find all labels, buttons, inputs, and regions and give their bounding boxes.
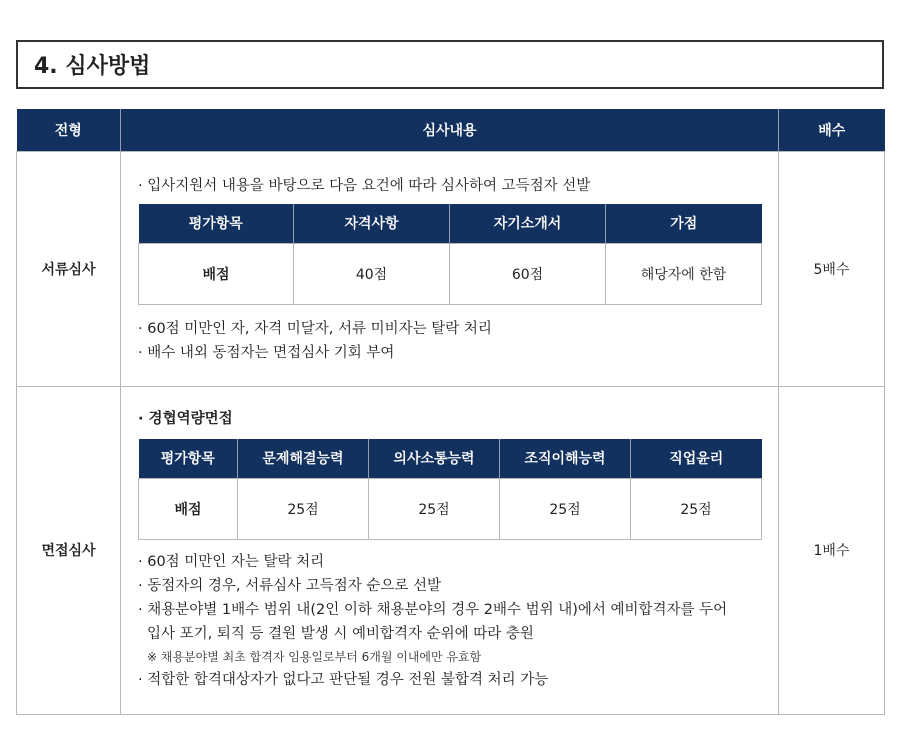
score-header: 자기소개서 [450,204,606,244]
score-value: 60점 [450,244,606,305]
score-header: 가점 [606,204,762,244]
score-table [138,439,762,541]
header-content: 심사내용 [121,109,779,151]
table-row [17,386,885,714]
multiplier: 5배수 [779,151,885,386]
score-header-row [139,439,762,479]
section-title: 4. 심사방법 [16,40,884,89]
note-text: · 채용분야별 1배수 범위 내(2인 이하 채용분야의 경우 2배수 범위 내)에서 예비합격자를 두어 [138,602,728,618]
score-header: 의사소통능력 [369,439,500,479]
footnote-text: ※ 채용분야별 최초 합격자 임용일로부터 6개월 이내에만 유효함 [147,650,482,664]
table-row [17,151,885,386]
screening-content [121,151,779,386]
score-value: 25점 [238,479,369,540]
header-type: 전형 [17,109,121,151]
score-label: 배점 [139,479,238,540]
note-text: · 적합한 합격대상자가 없다고 판단될 경우 전원 불합격 처리 가능 [138,672,549,688]
intro-text: · 입사지원서 내용을 바탕으로 다음 요건에 따라 심사하여 고득점자 선발 [138,177,591,194]
screening-type: 면접심사 [17,386,121,714]
screening-method-table [16,109,885,715]
note-text: · 60점 미만인 자, 자격 미달자, 서류 미비자는 탈락 처리 [138,321,492,337]
score-row [139,479,762,540]
score-value: 25점 [631,479,762,540]
note-text: 입사 포기, 퇴직 등 결원 발생 시 예비합격자 순위에 따라 충원 [147,626,534,642]
score-value: 해당자에 한함 [606,244,762,305]
table-header-row [17,109,885,151]
note-text: · 동점자의 경우, 서류심사 고득점자 순으로 선발 [138,578,442,594]
note-text: · 60점 미만인 자는 탈락 처리 [138,554,325,570]
score-row [139,244,762,305]
score-value: 25점 [369,479,500,540]
note-text: · 배수 내외 동점자는 면접심사 기회 부여 [138,345,395,361]
header-multiplier: 배수 [779,109,885,151]
score-header: 직업윤리 [631,439,762,479]
screening-type: 서류심사 [17,151,121,386]
score-header: 조직이해능력 [500,439,631,479]
score-header: 자격사항 [294,204,450,244]
score-value: 40점 [294,244,450,305]
screening-content [121,386,779,714]
score-header: 평가항목 [139,204,294,244]
score-header-row [139,204,762,244]
score-header: 평가항목 [139,439,238,479]
multiplier: 1배수 [779,386,885,714]
intro-text: · 경협역량면접 [138,410,233,427]
score-table [138,204,762,306]
score-label: 배점 [139,244,294,305]
score-value: 25점 [500,479,631,540]
score-header: 문제해결능력 [238,439,369,479]
